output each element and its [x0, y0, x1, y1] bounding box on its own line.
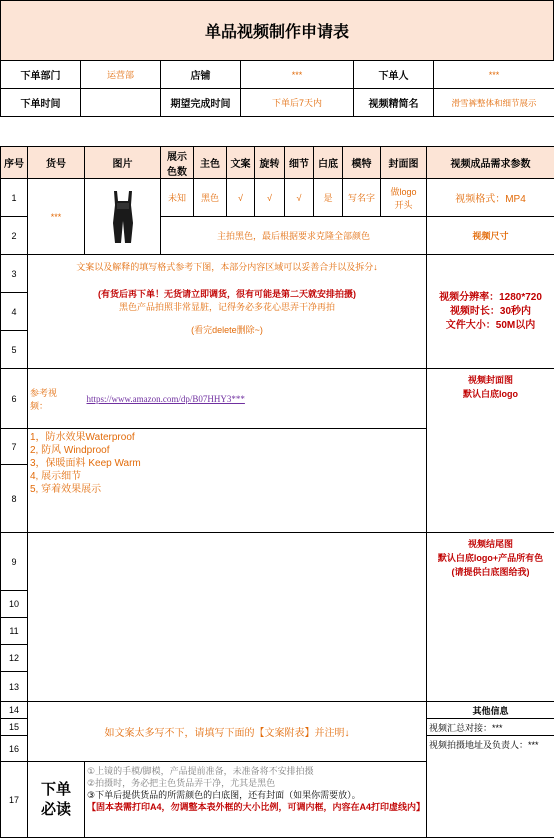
- copy-check[interactable]: √: [227, 179, 255, 217]
- row-index: 3: [1, 255, 28, 293]
- reference-cell: [85, 369, 427, 429]
- other-info-label: 其他信息: [427, 702, 554, 719]
- orderer-value[interactable]: ***: [434, 61, 554, 89]
- feature-item: 4, 展示细节: [30, 471, 82, 482]
- brief-label: 视频精简名: [354, 89, 434, 117]
- col-cover: 封面图: [381, 147, 427, 179]
- must-read-item: ③下单后提供货品的所需颜色的白底图，还有封面（如果你需要放）。: [87, 790, 361, 800]
- address-contact[interactable]: 视频拍摄地址及负责人：***: [427, 736, 554, 838]
- col-image: 图片: [85, 147, 161, 179]
- overalls-image: [103, 185, 143, 247]
- row-index: 14: [1, 702, 28, 719]
- cover-requirement[interactable]: 视频封面图 默认白底logo: [427, 369, 554, 533]
- feature-item: 3，保暖面料 Keep Warm: [30, 458, 141, 469]
- feature-item: 5, 穿着效果展示: [30, 484, 102, 495]
- must-read-label: 下单 必读: [28, 762, 85, 838]
- main-table: [0, 146, 554, 838]
- brief-value[interactable]: 滑雪裤整体和细节展示: [434, 89, 554, 117]
- detail-check[interactable]: √: [285, 179, 314, 217]
- must-read-item: 【固本表需打印A4，勿调整本表外框的大小比例，可调内框，内容在A4打印虚线内】: [87, 802, 426, 812]
- info-table: [0, 60, 554, 117]
- shoot-note[interactable]: 主拍黑色，最后根据要求克隆全部颜色: [161, 217, 427, 255]
- dept-label: 下单部门: [1, 61, 81, 89]
- col-index: 序号: [1, 147, 28, 179]
- orderer-label: 下单人: [354, 61, 434, 89]
- reference-link[interactable]: https://www.amazon.com/dp/B07HHY3***: [86, 393, 245, 404]
- expect-label: 期望完成时间: [161, 89, 241, 117]
- sku-value[interactable]: ***: [28, 179, 85, 255]
- row-index: 13: [1, 672, 28, 702]
- time-label: 下单时间: [1, 89, 81, 117]
- format-value[interactable]: 视频格式：MP4: [427, 179, 554, 217]
- row-index: 16: [1, 736, 28, 762]
- col-params: 视频成品需求参数: [427, 147, 554, 179]
- col-main-color: 主色: [194, 147, 227, 179]
- row-index: 4: [1, 293, 28, 331]
- row-index: 1: [1, 179, 28, 217]
- col-colors: 展示色数: [161, 147, 194, 179]
- feature-item: 2, 防风 Windproof: [30, 445, 110, 456]
- col-copy: 文案: [227, 147, 255, 179]
- must-read-list: [85, 762, 427, 838]
- model-value[interactable]: 写名字: [343, 179, 381, 217]
- col-sku: 货号: [28, 147, 85, 179]
- reference-label: 参考视 频：: [28, 369, 85, 429]
- instructions-line4: (看完delete删除~): [191, 325, 263, 335]
- time-value[interactable]: [81, 89, 161, 117]
- colors-value[interactable]: 未知: [161, 179, 194, 217]
- expect-value[interactable]: 下单后7天内: [241, 89, 354, 117]
- row-index: 8: [1, 465, 28, 533]
- row-index: 7: [1, 429, 28, 465]
- col-model: 模特: [343, 147, 381, 179]
- title-table: [0, 0, 554, 61]
- row-index: 11: [1, 618, 28, 645]
- row-index: 6: [1, 369, 28, 429]
- col-rotate: 旋转: [255, 147, 285, 179]
- row-index: 10: [1, 591, 28, 618]
- row-index: 9: [1, 533, 28, 591]
- instructions-block[interactable]: [28, 255, 427, 369]
- row-index: 12: [1, 645, 28, 672]
- row-index: 5: [1, 331, 28, 369]
- feature-list[interactable]: [28, 429, 427, 533]
- rotate-check[interactable]: √: [255, 179, 285, 217]
- instructions-line3: 黑色产品拍照非常显脏，记得务必多花心思弄干净再拍: [118, 302, 335, 312]
- ending-requirement[interactable]: 视频结尾图 默认白底logo+产品所有色 (请提供白底图给我): [427, 533, 554, 702]
- instructions-line1: 文案以及解释的填写格式参考下图，本部分内容区域可以妥善合并以及拆分↓: [76, 262, 378, 272]
- video-params[interactable]: 视频分辨率：1280*720 视频时长：30秒内 文件大小：50M以内: [427, 255, 554, 369]
- row-index: 2: [1, 217, 28, 255]
- shop-value[interactable]: ***: [241, 61, 354, 89]
- instructions-line2: (有货后再下单！无货请立即调货，很有可能是第二天就安排拍摄): [98, 289, 356, 299]
- blank-area[interactable]: [28, 533, 427, 702]
- cover-value[interactable]: 做logo 开头: [381, 179, 427, 217]
- product-image: [85, 179, 161, 255]
- must-read-item: ②拍摄时，务必把主色货品弄干净，尤其是黑色: [87, 778, 276, 788]
- col-detail: 细节: [285, 147, 314, 179]
- white-bg-value[interactable]: 是: [314, 179, 343, 217]
- overflow-note[interactable]: 如文案太多写不下，请填写下面的【文案附表】并注明↓: [28, 702, 427, 762]
- col-white-bg: 白底: [314, 147, 343, 179]
- row-index: 17: [1, 762, 28, 838]
- must-read-item: ①上镜的手模/脚模，产品提前准备，未准备将不安排拍摄: [87, 766, 314, 776]
- size-label: 视频尺寸: [427, 217, 554, 255]
- summary-contact[interactable]: 视频汇总对接：***: [427, 719, 554, 736]
- row-index: 15: [1, 719, 28, 736]
- feature-item: 1，防水效果Waterproof: [30, 432, 135, 443]
- dept-value[interactable]: 运营部: [81, 61, 161, 89]
- shop-label: 店铺: [161, 61, 241, 89]
- main-color-value[interactable]: 黑色: [194, 179, 227, 217]
- form-title: 单品视频制作申请表: [1, 1, 554, 61]
